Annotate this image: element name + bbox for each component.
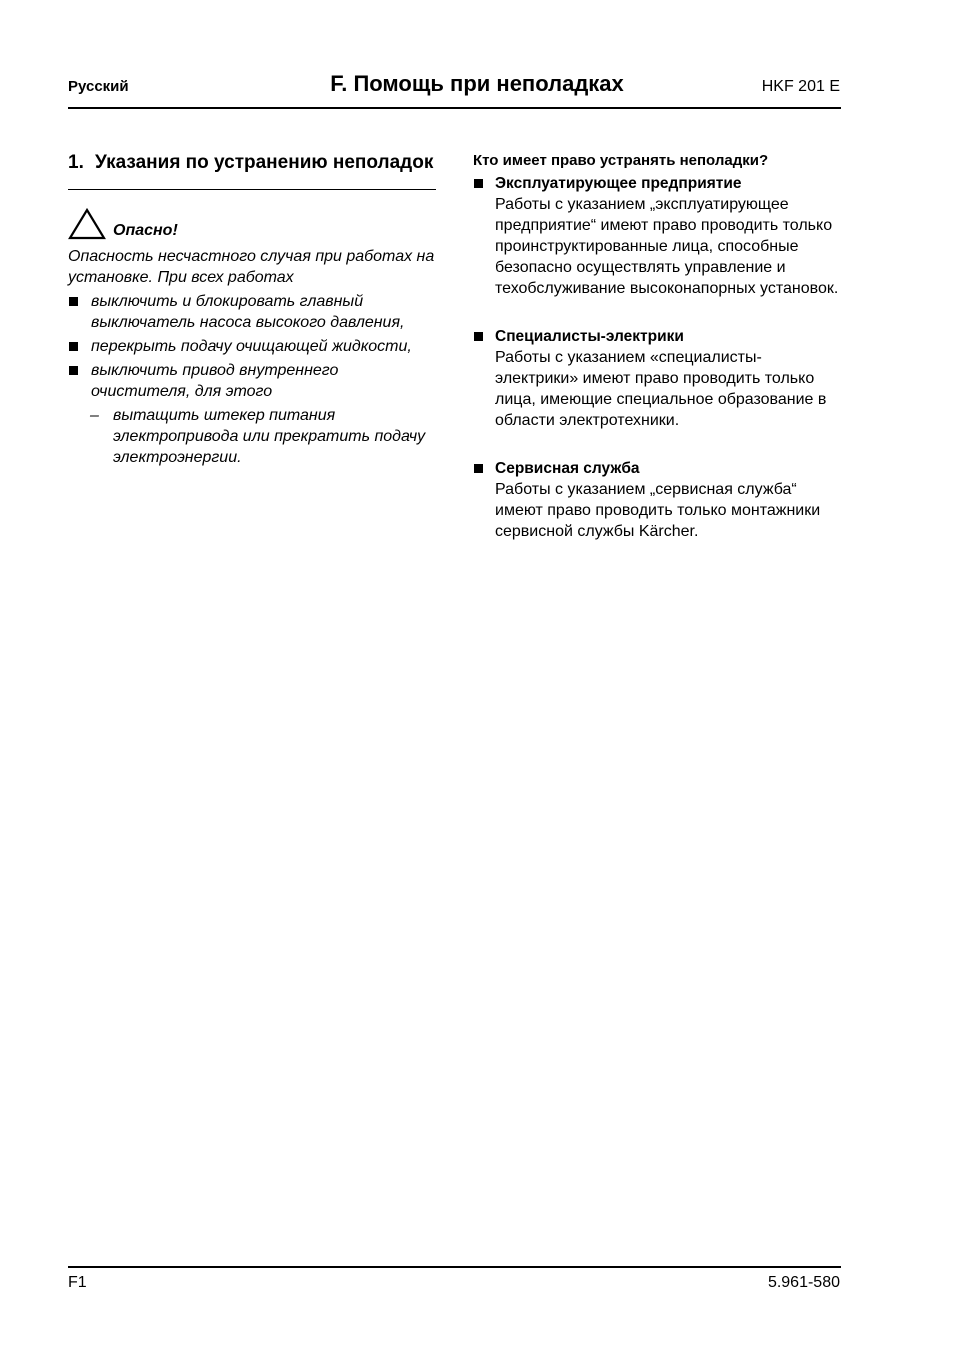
section-heading xyxy=(68,150,436,176)
section-divider xyxy=(68,189,436,190)
role-title: Эксплуатирующее предприятие xyxy=(495,175,742,192)
role-text: Работы с указанием „сервисная служба“ имеют право проводить только монтажники сервисной службы Kärcher. xyxy=(495,481,821,540)
list-item: выключить привод внутреннего очистителя, для этого xyxy=(68,360,436,402)
role-item xyxy=(473,173,841,299)
footer-divider xyxy=(68,1266,841,1268)
dash-mark: – xyxy=(90,407,99,424)
header-language: Русский xyxy=(68,78,129,95)
section-title: Указания по устранению неполадок xyxy=(95,152,434,173)
list-item: перекрыть подачу очищающей жидкости, xyxy=(68,336,436,357)
question-heading: Кто имеет право устранять неполадки? xyxy=(473,152,769,169)
danger-notice xyxy=(68,208,436,240)
list-item: выключить и блокировать главный выключатель насоса высокого давления, xyxy=(68,291,436,333)
role-text: Работы с указанием „эксплуатирующее предприятие“ имеют право проводить только проинструктированные лица, способные безопасно осуществлять управление и техобслуживание высоконапорных установок. xyxy=(495,196,839,297)
danger-label: Опасно! xyxy=(113,222,178,239)
role-text: Работы с указанием «специалисты-электрики» имеют право проводить только лица, имеющие специальное образование в области электротехники. xyxy=(495,349,827,429)
dash-sub-item xyxy=(68,405,436,468)
page-title: F. Помощь при неполадках xyxy=(330,71,624,96)
role-item xyxy=(473,326,841,431)
danger-bullet-list xyxy=(68,291,436,402)
danger-intro: Опасность несчастного случая при работах на установке. При всех работах xyxy=(68,248,435,286)
header-model: HKF 201 E xyxy=(761,78,840,95)
section-number: 1. xyxy=(68,152,84,173)
left-column xyxy=(68,150,436,468)
role-title: Специалисты-электрики xyxy=(495,328,684,345)
role-title: Сервисная служба xyxy=(495,460,640,477)
right-column xyxy=(473,150,841,542)
footer-doc-number: 5.961-580 xyxy=(767,1274,840,1291)
footer-page-number: F1 xyxy=(68,1274,87,1291)
role-item xyxy=(473,458,841,542)
header-divider xyxy=(68,107,841,109)
sub-item-text: вытащить штекер питания электропривода или прекратить подачу электроэнергии. xyxy=(113,407,426,466)
warning-triangle-icon xyxy=(68,208,106,240)
